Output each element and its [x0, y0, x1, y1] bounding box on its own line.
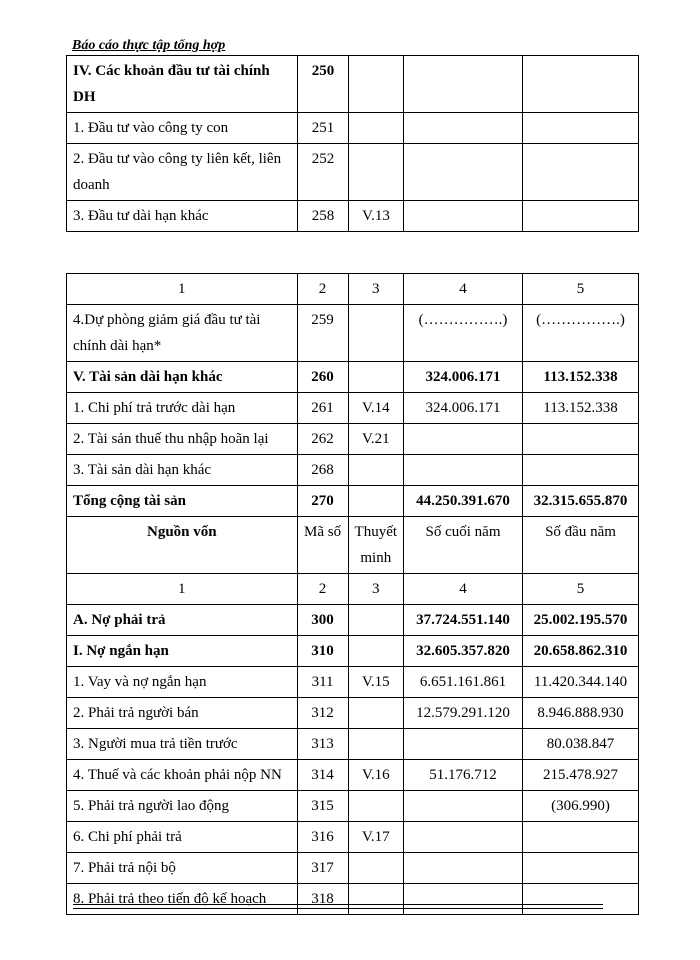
table-row — [67, 729, 639, 760]
table-row — [67, 884, 639, 915]
row-start-value — [523, 201, 639, 232]
row-start-value — [523, 455, 639, 486]
row-note — [348, 455, 404, 486]
row-end-value — [404, 884, 523, 915]
table-row — [67, 144, 639, 201]
footer-divider — [73, 904, 603, 905]
column-number: 1 — [67, 574, 298, 605]
row-code: 316 — [297, 822, 348, 853]
row-note — [349, 144, 404, 201]
row-code: 262 — [297, 424, 348, 455]
row-code: 311 — [297, 667, 348, 698]
row-code: 317 — [297, 853, 348, 884]
row-label: 7. Phải trả nội bộ — [67, 853, 298, 884]
row-code: 300 — [297, 605, 348, 636]
column-number: 2 — [297, 574, 348, 605]
table-row — [67, 822, 639, 853]
row-label: 2. Tài sản thuế thu nhập hoãn lại — [67, 424, 298, 455]
column-number: 4 — [404, 574, 523, 605]
row-code: 310 — [297, 636, 348, 667]
row-end-value: 324.006.171 — [404, 393, 523, 424]
row-note: V.14 — [348, 393, 404, 424]
row-end-value: 324.006.171 — [404, 362, 523, 393]
header-cell-note: Thuyết minh — [348, 517, 404, 574]
row-start-value — [523, 144, 639, 201]
footer-divider — [73, 908, 603, 909]
row-label: 8. Phải trả theo tiến độ kế hoạch — [67, 884, 298, 915]
row-note — [348, 605, 404, 636]
row-end-value — [404, 424, 523, 455]
row-code: 259 — [297, 305, 348, 362]
row-label: 3. Đầu tư dài hạn khác — [67, 201, 298, 232]
row-start-value: 113.152.338 — [523, 362, 639, 393]
row-start-value: 8.946.888.930 — [523, 698, 639, 729]
row-start-value: 113.152.338 — [523, 393, 639, 424]
table-row — [67, 424, 639, 455]
row-end-value — [404, 853, 523, 884]
table-row — [67, 636, 639, 667]
column-number-row — [67, 574, 639, 605]
row-end-value — [404, 113, 523, 144]
table-row — [67, 362, 639, 393]
table-row — [67, 305, 639, 362]
row-code: 313 — [297, 729, 348, 760]
column-number: 5 — [523, 574, 639, 605]
row-label: 2. Đầu tư vào công ty liên kết, liên doanh — [67, 144, 298, 201]
row-end-value: (…………….) — [404, 305, 523, 362]
header-cell-end: Số cuối năm — [404, 517, 523, 574]
column-number: 4 — [404, 274, 523, 305]
row-end-value: 12.579.291.120 — [404, 698, 523, 729]
column-number: 5 — [523, 274, 639, 305]
row-code: 312 — [297, 698, 348, 729]
row-end-value — [404, 791, 523, 822]
table-row — [67, 791, 639, 822]
row-start-value — [523, 424, 639, 455]
row-end-value — [404, 144, 523, 201]
table-row — [67, 667, 639, 698]
row-code: 250 — [298, 56, 349, 113]
row-label: 3. Tài sản dài hạn khác — [67, 455, 298, 486]
row-code: 268 — [297, 455, 348, 486]
row-start-value — [523, 822, 639, 853]
row-label: 6. Chi phí phải trả — [67, 822, 298, 853]
row-note: V.13 — [349, 201, 404, 232]
row-code: 270 — [297, 486, 348, 517]
row-end-value: 51.176.712 — [404, 760, 523, 791]
table-row — [67, 605, 639, 636]
row-start-value: (306.990) — [523, 791, 639, 822]
row-note: V.16 — [348, 760, 404, 791]
row-label: IV. Các khoản đầu tư tài chính DH — [67, 56, 298, 113]
row-note — [349, 56, 404, 113]
header-cell-label: Nguồn vốn — [67, 517, 298, 574]
row-code: 315 — [297, 791, 348, 822]
column-number: 1 — [67, 274, 298, 305]
row-end-value — [404, 201, 523, 232]
row-label: 1. Đầu tư vào công ty con — [67, 113, 298, 144]
table-row — [67, 486, 639, 517]
row-label: 4.Dự phòng giảm giá đầu tư tài chính dài hạn* — [67, 305, 298, 362]
table-row — [67, 853, 639, 884]
row-note: V.17 — [348, 822, 404, 853]
row-end-value — [404, 56, 523, 113]
column-number: 2 — [297, 274, 348, 305]
row-code: 261 — [297, 393, 348, 424]
row-note — [348, 791, 404, 822]
row-code: 251 — [298, 113, 349, 144]
row-note — [348, 698, 404, 729]
row-note — [348, 729, 404, 760]
row-note — [348, 636, 404, 667]
row-label: 4. Thuế và các khoản phải nộp NN — [67, 760, 298, 791]
table-row — [67, 56, 639, 113]
balance-sheet-table-main — [66, 273, 639, 915]
column-number-row — [67, 274, 639, 305]
row-note: V.21 — [348, 424, 404, 455]
row-label: A. Nợ phải trả — [67, 605, 298, 636]
table-row — [67, 113, 639, 144]
row-label: V. Tài sản dài hạn khác — [67, 362, 298, 393]
row-label: 1. Chi phí trả trước dài hạn — [67, 393, 298, 424]
table-row — [67, 393, 639, 424]
row-note — [348, 362, 404, 393]
row-code: 258 — [298, 201, 349, 232]
row-end-value: 44.250.391.670 — [404, 486, 523, 517]
row-end-value — [404, 729, 523, 760]
row-note — [349, 113, 404, 144]
row-code: 318 — [297, 884, 348, 915]
row-end-value: 37.724.551.140 — [404, 605, 523, 636]
row-code: 314 — [297, 760, 348, 791]
row-start-value: (…………….) — [523, 305, 639, 362]
row-start-value: 32.315.655.870 — [523, 486, 639, 517]
balance-sheet-table-top — [66, 55, 639, 232]
row-start-value — [523, 884, 639, 915]
header-cell-start: Số đầu năm — [523, 517, 639, 574]
row-code: 260 — [297, 362, 348, 393]
row-end-value: 6.651.161.861 — [404, 667, 523, 698]
column-number: 3 — [348, 274, 404, 305]
row-start-value: 215.478.927 — [523, 760, 639, 791]
row-start-value: 25.002.195.570 — [523, 605, 639, 636]
header-cell-code: Mã số — [297, 517, 348, 574]
row-start-value — [523, 853, 639, 884]
row-label: 3. Người mua trả tiền trước — [67, 729, 298, 760]
page-header: Báo cáo thực tập tổng hợp — [72, 38, 226, 53]
row-note — [348, 884, 404, 915]
source-header-row — [67, 517, 639, 574]
table-row — [67, 760, 639, 791]
row-label: 5. Phải trả người lao động — [67, 791, 298, 822]
row-start-value: 11.420.344.140 — [523, 667, 639, 698]
row-label: Tổng cộng tài sản — [67, 486, 298, 517]
row-start-value: 20.658.862.310 — [523, 636, 639, 667]
row-label: 1. Vay và nợ ngắn hạn — [67, 667, 298, 698]
row-start-value: 80.038.847 — [523, 729, 639, 760]
row-code: 252 — [298, 144, 349, 201]
row-end-value — [404, 455, 523, 486]
row-label: I. Nợ ngắn hạn — [67, 636, 298, 667]
row-note — [348, 853, 404, 884]
row-start-value — [523, 113, 639, 144]
row-note — [348, 305, 404, 362]
table-row — [67, 698, 639, 729]
row-start-value — [523, 56, 639, 113]
table-row — [67, 201, 639, 232]
table-row — [67, 455, 639, 486]
row-end-value: 32.605.357.820 — [404, 636, 523, 667]
row-end-value — [404, 822, 523, 853]
column-number: 3 — [348, 574, 404, 605]
row-label: 2. Phải trả người bán — [67, 698, 298, 729]
row-note — [348, 486, 404, 517]
row-note: V.15 — [348, 667, 404, 698]
